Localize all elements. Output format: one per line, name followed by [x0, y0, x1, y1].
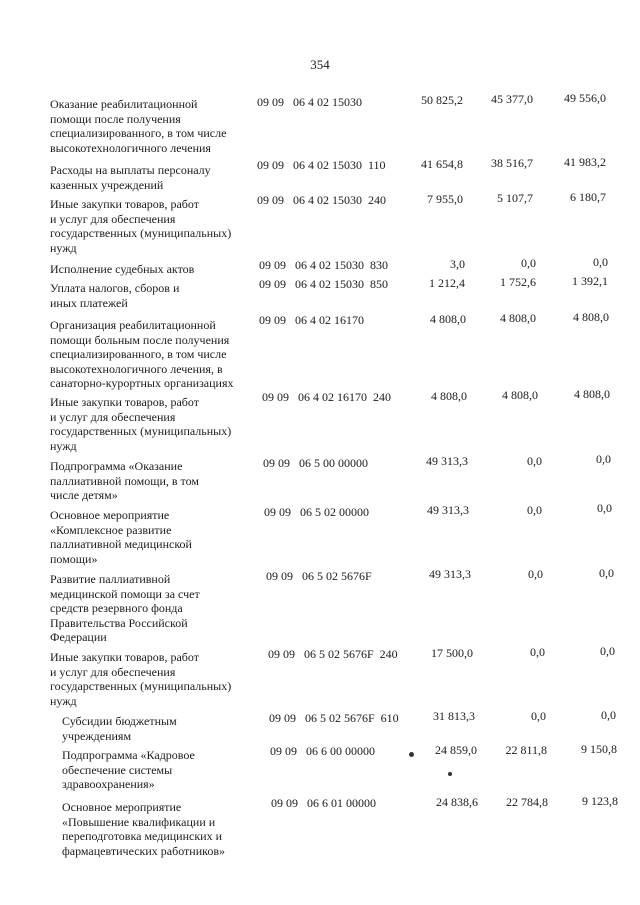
row-code: 09 09 06 4 02 15030 830: [259, 258, 388, 272]
row-code: 09 09 06 4 02 16170: [259, 313, 364, 327]
row-value-3: 0,0: [596, 452, 611, 466]
page-number: 354: [310, 57, 330, 72]
row-value-2: 0,0: [527, 503, 542, 517]
row-name: Исполнение судебных актов: [50, 262, 195, 276]
row-value-3: 6 180,7: [570, 190, 606, 204]
row-code: 09 09 06 6 01 00000: [271, 796, 376, 810]
row-value-2: 0,0: [531, 709, 546, 723]
row-value-2: 45 377,0: [491, 92, 533, 106]
row-value-3: 9 150,8: [581, 742, 617, 756]
row-value-3: 49 556,0: [564, 91, 606, 105]
row-value-1: 24 838,6: [436, 795, 478, 809]
row-value-1: 31 813,3: [433, 709, 475, 723]
row-code: 09 09 06 6 00 00000: [270, 744, 375, 758]
row-name: Иные закупки товаров, работ и услуг для обеспечения государственных (муниципальных) нужд: [50, 650, 232, 708]
row-value-2: 0,0: [527, 454, 542, 468]
row-value-3: 1 392,1: [572, 274, 608, 288]
row-value-3: 0,0: [593, 255, 608, 269]
row-value-3: 4 808,0: [574, 387, 610, 401]
row-code: 09 09 06 5 02 00000: [264, 505, 369, 519]
row-name: Иные закупки товаров, работ и услуг для обеспечения государственных (муниципальных) нужд: [50, 197, 232, 255]
row-value-1: 1 212,4: [429, 276, 465, 290]
row-value-2: 4 808,0: [502, 388, 538, 402]
row-value-1: 17 500,0: [431, 646, 473, 660]
row-name: Уплата налогов, сборов и иных платежей: [50, 281, 180, 310]
row-value-2: 22 784,8: [506, 795, 548, 809]
row-value-2: 22 811,8: [505, 743, 547, 757]
row-name: Оказание реабилитационной помощи после получения специализированного, в том числе высокотехнологичного лечения: [50, 97, 227, 155]
row-name: Субсидии бюджетным учреждениям: [62, 714, 177, 743]
row-value-3: 4 808,0: [573, 310, 609, 324]
row-code: 09 09 06 4 02 15030 850: [259, 277, 388, 291]
row-name: Организация реабилитационной помощи больным после получения специализированного, в том числе высокотехнологичного лечения, в санаторно-курортных организациях: [50, 318, 234, 391]
row-code: 09 09 06 5 02 5676F 610: [269, 711, 399, 725]
row-value-1: 7 955,0: [427, 192, 463, 206]
row-code: 09 09 06 5 02 5676F 240: [268, 647, 398, 661]
row-code: 09 09 06 4 02 15030: [257, 95, 362, 109]
row-code: 09 09 06 4 02 15030 240: [257, 193, 386, 207]
row-value-2: 0,0: [528, 567, 543, 581]
row-name: Подпрограмма «Кадровое обеспечение системы здравоохранения»: [62, 748, 195, 792]
row-value-2: 4 808,0: [500, 311, 536, 325]
row-value-3: 0,0: [597, 501, 612, 515]
row-value-2: 0,0: [530, 645, 545, 659]
row-name: Развитие паллиативной медицинской помощи за счет средств резервного фонда Правительства Российской Федерации: [50, 572, 200, 645]
row-value-3: 41 983,2: [564, 155, 606, 169]
row-value-3: 0,0: [599, 566, 614, 580]
row-value-2: 0,0: [521, 256, 536, 270]
scan-dot: [448, 772, 452, 776]
row-code: 09 09 06 4 02 15030 110: [257, 158, 386, 172]
row-code: 09 09 06 5 02 5676F: [266, 569, 372, 583]
row-code: 09 09 06 4 02 16170 240: [262, 390, 391, 404]
row-value-1: 41 654,8: [421, 157, 463, 171]
row-code: 09 09 06 5 00 00000: [263, 456, 368, 470]
row-value-1: 4 808,0: [430, 312, 466, 326]
row-value-1: 50 825,2: [421, 93, 463, 107]
row-value-3: 9 123,8: [582, 794, 618, 808]
row-value-1: 49 313,3: [429, 567, 471, 581]
row-value-3: 0,0: [600, 644, 615, 658]
row-name: Иные закупки товаров, работ и услуг для обеспечения государственных (муниципальных) нужд: [50, 395, 232, 453]
row-name: Основное мероприятие «Повышение квалификации и переподготовка медицинских и фармацевтических работников»: [62, 800, 226, 858]
row-name: Основное мероприятие «Комплексное развитие паллиативной медицинской помощи»: [50, 508, 192, 566]
row-name: Подпрограмма «Оказание паллиативной помощи, в том числе детям»: [50, 459, 200, 503]
row-value-1: 49 313,3: [427, 503, 469, 517]
row-value-1: 3,0: [450, 257, 465, 271]
row-value-3: 0,0: [601, 708, 616, 722]
row-name: Расходы на выплаты персоналу казенных учреждений: [50, 163, 211, 192]
row-value-2: 5 107,7: [497, 191, 533, 205]
row-value-2: 1 752,6: [500, 275, 536, 289]
row-value-2: 38 516,7: [491, 156, 533, 170]
row-value-1: 4 808,0: [431, 389, 467, 403]
row-value-1: 49 313,3: [426, 454, 468, 468]
row-value-1: 24 859,0: [435, 743, 477, 757]
